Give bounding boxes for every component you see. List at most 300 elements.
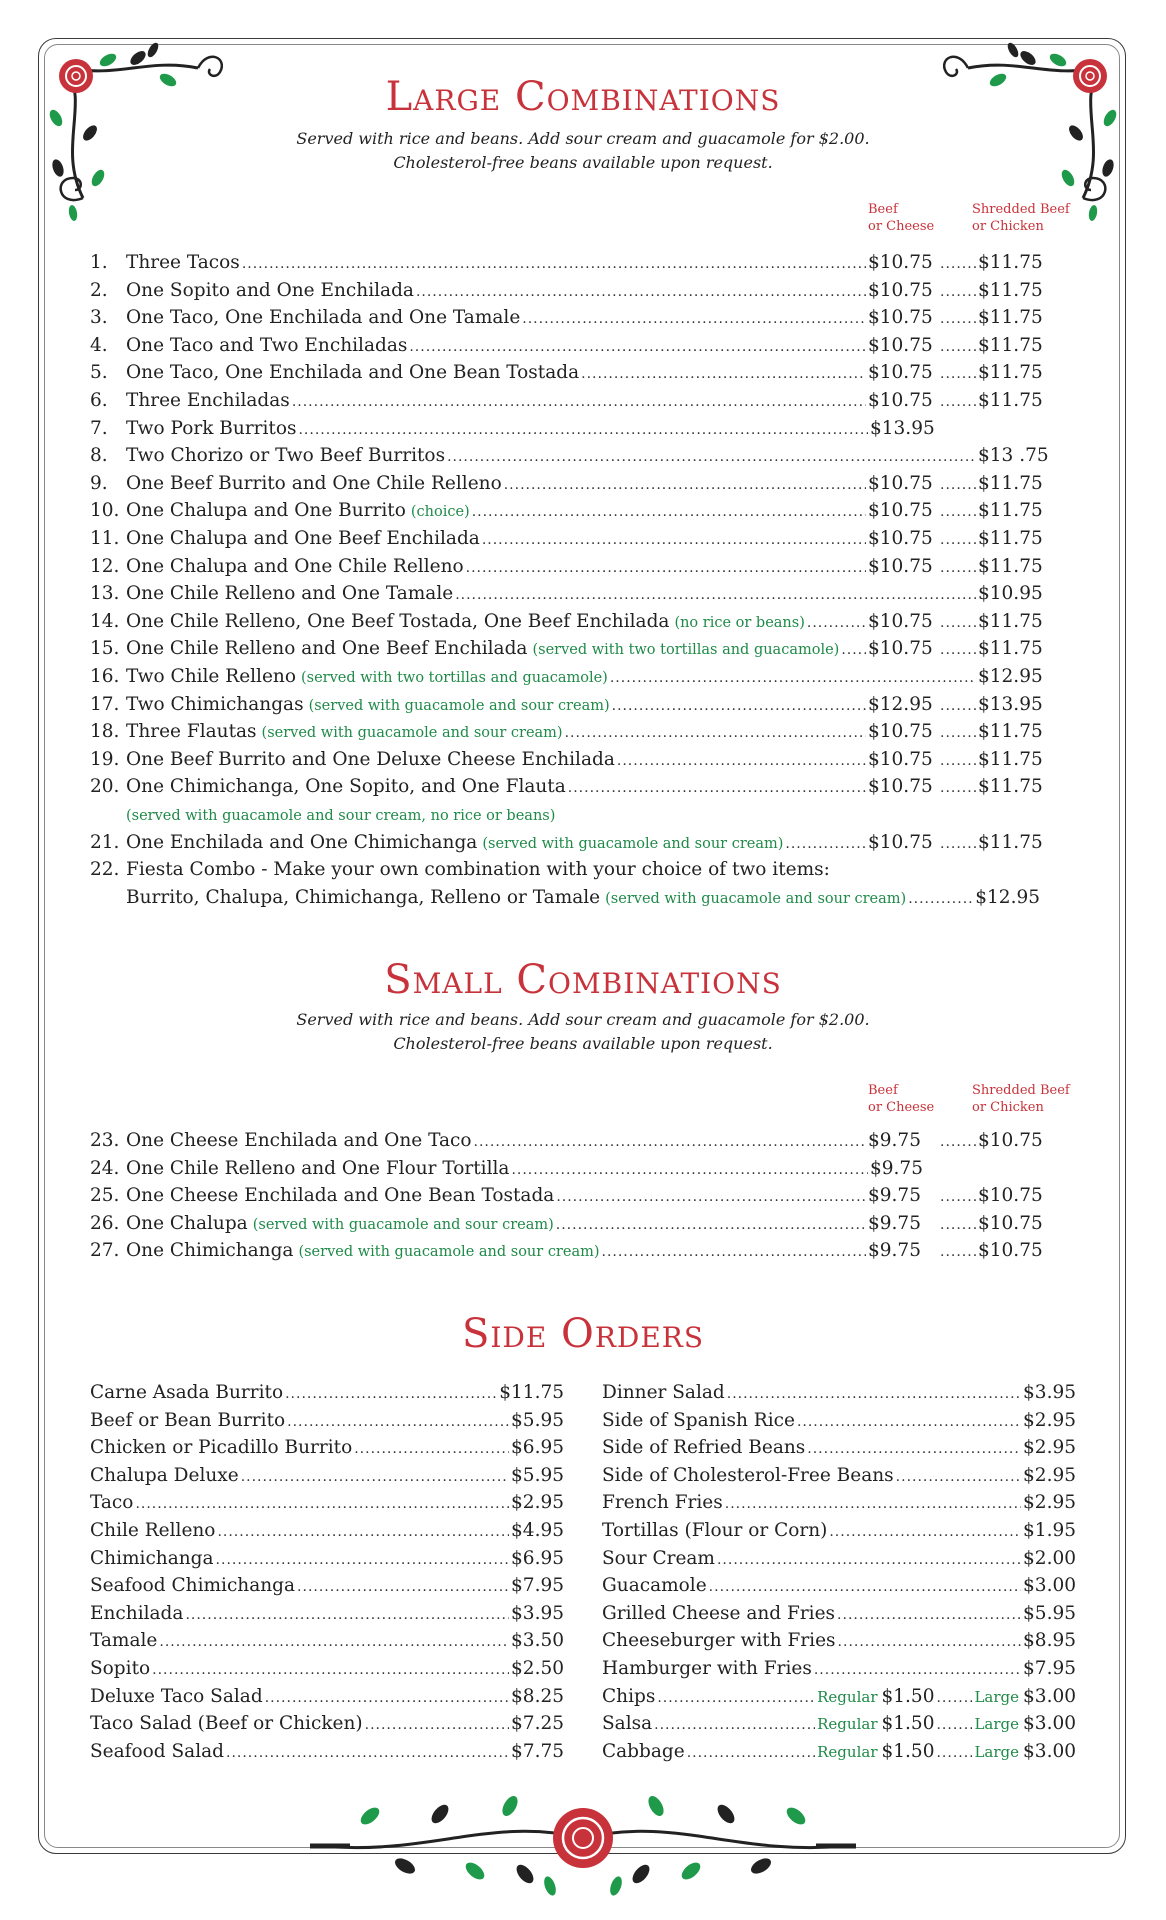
leader-dots — [556, 1212, 866, 1239]
side-item-name: Chalupa Deluxe — [90, 1464, 239, 1486]
leader-dots — [135, 1491, 509, 1518]
side-item-name: French Fries — [602, 1492, 723, 1514]
side-item-price: $6.95 — [511, 1547, 564, 1569]
side-item-name: Beef or Bean Burrito — [90, 1409, 286, 1431]
menu-item-row — [90, 608, 1043, 635]
side-item-name: Taco — [90, 1492, 134, 1514]
item-note: (served with two tortillas and guacamole) — [532, 642, 840, 659]
price-shredded-chicken: $11.75 — [978, 390, 1043, 411]
leader-dots — [727, 1381, 1021, 1408]
side-item-price: $2.95 — [511, 1492, 564, 1514]
side-item-name: Seafood Salad — [90, 1740, 224, 1762]
side-item-row — [90, 1600, 564, 1627]
leader-dots — [940, 748, 976, 775]
menu-item-row — [90, 442, 1049, 469]
leader-dots — [504, 472, 866, 499]
item-note: (served with guacamole and sour cream) — [605, 891, 907, 907]
item-name: One Taco and Two Enchiladas — [126, 334, 408, 356]
leader-dots — [241, 1464, 509, 1491]
leader-dots — [940, 555, 976, 582]
side-item-price: $2.95 — [1023, 1492, 1076, 1514]
side-item-row — [602, 1600, 1076, 1627]
leader-dots — [409, 334, 866, 361]
side-item-name: Sopito — [90, 1658, 151, 1679]
leader-dots — [936, 1740, 972, 1767]
price-shredded-chicken: $13.95 — [978, 693, 1043, 715]
rose-vine-bottom-icon — [310, 1776, 856, 1904]
side-item-price: $2.50 — [511, 1658, 564, 1679]
leader-dots — [725, 1491, 1021, 1518]
side-item-row — [90, 1710, 564, 1737]
menu-item-row — [90, 332, 1043, 359]
item-number: 26. — [90, 1212, 120, 1234]
leader-dots — [940, 361, 976, 388]
side-item-name: Chimichanga — [90, 1547, 214, 1569]
leader-dots — [657, 1685, 815, 1712]
fiesta-combo-line2 — [126, 884, 1040, 911]
leader-dots — [610, 665, 976, 692]
item-number: 14. — [90, 610, 120, 632]
large-size-label: Large — [974, 1742, 1020, 1761]
leader-dots — [896, 1464, 1021, 1491]
price-shredded-chicken: $10.75 — [978, 1240, 1043, 1262]
side-item-price: $1.95 — [1023, 1520, 1076, 1541]
side-item-name: Guacamole — [602, 1575, 707, 1597]
item-number: 3. — [90, 307, 108, 329]
leader-dots — [940, 1184, 976, 1211]
menu-item-row — [90, 525, 1043, 552]
large-size-label: Large — [974, 1715, 1020, 1734]
price-beef-cheese: $10.75 — [868, 555, 933, 577]
side-item-price: $7.75 — [511, 1740, 564, 1762]
price-beef-cheese: $9.75 — [868, 1185, 921, 1207]
menu-item-row — [90, 635, 1043, 662]
price-shredded-chicken: $11.75 — [978, 832, 1043, 853]
leader-dots — [466, 555, 866, 582]
leader-dots — [152, 1657, 509, 1684]
menu-item-row — [90, 1127, 1043, 1154]
leader-dots — [940, 720, 976, 747]
leader-dots — [159, 1629, 509, 1656]
large-subtitle-1: Served with rice and beans. Add sour cream and guacamole for $2.00. — [296, 129, 870, 148]
item-name: Two Pork Burritos — [126, 417, 297, 439]
side-item-price: $3.95 — [1023, 1382, 1076, 1403]
price-shredded-chicken: $10.95 — [978, 583, 1043, 605]
leader-dots — [936, 1712, 972, 1739]
item-name: One Chalupa and One Beef Enchilada — [126, 528, 480, 549]
menu-item-row — [90, 746, 1043, 773]
item-note: (served with guacamole and sour cream) — [298, 1244, 600, 1261]
side-item-name: Salsa — [602, 1713, 653, 1735]
leader-dots — [298, 417, 868, 444]
item-name: One Cheese Enchilada and One Taco — [126, 1130, 472, 1151]
side-item-name: Tortillas (Flour or Corn) — [602, 1520, 828, 1541]
price-shredded-chicken: $11.75 — [978, 334, 1043, 356]
col-header-line: or Chicken — [972, 1100, 1044, 1115]
side-item-row — [602, 1517, 1076, 1544]
side-item-name: Cabbage — [602, 1740, 685, 1762]
fiesta-combo-line1 — [90, 856, 1040, 883]
price-shredded-chicken: $11.75 — [978, 610, 1043, 632]
leader-dots — [940, 1212, 976, 1239]
side-item-name: Enchilada — [90, 1602, 184, 1624]
side-item-name: Cheeseburger with Fries — [602, 1630, 836, 1652]
leader-dots — [287, 1409, 509, 1436]
leader-dots — [654, 1712, 815, 1739]
side-item-row — [602, 1379, 1076, 1406]
leader-dots — [365, 1712, 509, 1739]
price-shredded-chicken: $13 .75 — [978, 445, 1049, 467]
price-shredded-chicken: $11.75 — [978, 555, 1043, 577]
price-beef-cheese: $10.75 — [868, 362, 933, 384]
leader-dots — [581, 361, 866, 388]
item-name: One Chile Relleno and One Tamale — [126, 583, 454, 605]
leader-dots — [217, 1519, 509, 1546]
side-item-name: Side of Cholesterol-Free Beans — [602, 1464, 894, 1486]
leader-dots — [814, 1657, 1021, 1684]
leader-dots — [785, 831, 866, 858]
regular-size-price: $1.50 — [881, 1740, 935, 1762]
item-name: One Chimichanga — [126, 1240, 294, 1262]
menu-item-row — [90, 497, 1043, 524]
price-beef-cheese: $10.75 — [868, 390, 933, 411]
item-name: One Sopito and One Enchilada — [126, 279, 414, 301]
side-item-name: Chips — [602, 1685, 656, 1707]
regular-size-label: Regular — [817, 1715, 878, 1734]
item-number: 11. — [90, 528, 120, 549]
small-subtitle-1: Served with rice and beans. Add sour cream and guacamole for $2.00. — [296, 1010, 870, 1029]
leader-dots — [416, 279, 866, 306]
price-shredded-chicken: $12.95 — [978, 666, 1043, 687]
price-beef-cheese: $10.75 — [868, 776, 933, 798]
side-item-name: Chile Relleno — [90, 1520, 216, 1541]
leader-dots — [482, 527, 866, 554]
price-shredded-chicken: $11.75 — [978, 279, 1043, 301]
item-number: 25. — [90, 1185, 120, 1207]
side-item-price: $5.95 — [1023, 1602, 1076, 1624]
side-item-price: $4.95 — [511, 1520, 564, 1541]
leader-dots — [216, 1547, 509, 1574]
item-name: One Beef Burrito and One Chile Relleno — [126, 472, 502, 494]
item-number: 8. — [90, 445, 108, 467]
side-item-row — [90, 1738, 564, 1765]
leader-dots — [511, 1157, 868, 1184]
side-item-name: Chicken or Picadillo Burrito — [90, 1437, 353, 1459]
item-note: (choice) — [410, 504, 470, 521]
menu-item-row — [90, 1237, 1043, 1264]
leader-dots — [829, 1519, 1021, 1546]
price-shredded-chicken: $11.75 — [978, 307, 1043, 329]
leader-dots — [522, 306, 866, 333]
leader-dots — [940, 1129, 976, 1156]
large-col-beef-header — [868, 201, 934, 235]
price-beef-cheese: $10.75 — [868, 279, 933, 301]
col-header-line: Shredded Beef — [972, 202, 1070, 217]
leader-dots — [242, 251, 866, 278]
large-size-price: $3.00 — [1023, 1685, 1076, 1707]
large-col-chicken-header — [972, 201, 1070, 235]
price-shredded-chicken: $11.75 — [978, 252, 1043, 273]
side-item-price: $7.25 — [511, 1713, 564, 1735]
price-beef-cheese: $10.75 — [868, 472, 933, 494]
leader-dots — [354, 1436, 509, 1463]
item-number: 20. — [90, 776, 120, 798]
leader-dots — [568, 775, 866, 802]
price-beef-cheese: $12.95 — [868, 693, 933, 715]
item-name: Three Enchiladas — [126, 390, 290, 411]
leader-dots — [940, 334, 976, 361]
side-item-price: $7.95 — [511, 1575, 564, 1597]
price-shredded-chicken: $11.75 — [978, 748, 1043, 770]
side-item-name: Deluxe Taco Salad — [90, 1685, 263, 1707]
item-number: 21. — [90, 832, 120, 853]
price-shredded-chicken: $11.75 — [978, 638, 1043, 660]
leader-dots — [717, 1547, 1021, 1574]
item-number: 18. — [90, 721, 120, 743]
item-name: One Enchilada and One Chimichanga — [126, 832, 478, 853]
side-item-name: Side of Spanish Rice — [602, 1409, 795, 1431]
item-name: One Beef Burrito and One Deluxe Cheese Enchilada — [126, 748, 615, 770]
regular-size-price: $1.50 — [881, 1713, 935, 1735]
side-item-row — [90, 1572, 564, 1599]
side-item-name: Hamburger with Fries — [602, 1658, 812, 1679]
menu-item-row — [90, 718, 1043, 745]
side-item-row — [90, 1545, 564, 1572]
item-number: 4. — [90, 334, 108, 356]
small-col-beef-header — [868, 1082, 934, 1116]
side-item-price: $6.95 — [511, 1437, 564, 1459]
item-note: (served with guacamole and sour cream) — [482, 836, 784, 852]
col-header-line: or Cheese — [868, 1100, 935, 1115]
item-number: 1. — [90, 252, 108, 273]
leader-dots — [285, 1381, 497, 1408]
price-beef-cheese: $9.75 — [868, 1240, 921, 1262]
leader-dots — [617, 748, 866, 775]
leader-dots — [687, 1740, 815, 1767]
side-item-price: $3.95 — [511, 1602, 564, 1624]
leader-dots — [940, 472, 976, 499]
large-size-price: $3.00 — [1023, 1740, 1076, 1762]
side-item-price: $8.95 — [1023, 1630, 1076, 1652]
small-combinations-title: Small Combinations — [384, 957, 782, 1003]
leader-dots — [936, 1685, 972, 1712]
large-combinations-title: Large Combinations — [385, 74, 781, 120]
price-beef-cheese: $10.75 — [868, 252, 933, 273]
item-name: One Chalupa and One Burrito — [126, 500, 406, 522]
item-number: 22. — [90, 859, 120, 880]
leader-dots — [447, 444, 976, 471]
item-number: 9. — [90, 472, 108, 494]
menu-item-row — [90, 304, 1043, 331]
leader-dots — [940, 1239, 976, 1266]
item-name: One Taco, One Enchilada and One Bean Tostada — [126, 362, 580, 384]
menu-item-row — [90, 829, 1043, 856]
item-name: Three Flautas — [126, 721, 257, 743]
menu-item-row — [90, 1155, 1040, 1182]
menu-item-row — [90, 773, 1043, 800]
menu-item-row — [90, 415, 1040, 442]
side-item-row — [602, 1545, 1076, 1572]
menu-item-row — [90, 580, 1043, 607]
item-number: 19. — [90, 748, 120, 770]
menu-item-row — [90, 359, 1043, 386]
menu-item-row — [90, 387, 1043, 414]
side-item-row — [90, 1407, 564, 1434]
side-item-row — [602, 1655, 1076, 1682]
side-item-row — [90, 1627, 564, 1654]
price-beef-cheese: $10.75 — [868, 500, 933, 522]
price-beef-cheese: $10.75 — [868, 721, 933, 743]
leader-dots — [940, 279, 976, 306]
menu-item-row — [90, 249, 1043, 276]
leader-dots — [940, 637, 976, 664]
price-shredded-chicken: $11.75 — [978, 776, 1043, 798]
item-name: One Chimichanga, One Sopito, and One Flauta — [126, 776, 566, 798]
side-item-row — [90, 1379, 564, 1406]
leader-dots — [474, 1129, 866, 1156]
side-item-name: Tamale — [90, 1630, 158, 1652]
price-shredded-chicken: $11.75 — [978, 472, 1043, 494]
price-shredded-chicken: $11.75 — [978, 362, 1043, 384]
price-shredded-chicken: $10.75 — [978, 1185, 1043, 1207]
leader-dots — [940, 527, 976, 554]
large-size-price: $3.00 — [1023, 1713, 1076, 1735]
side-item-name: Carne Asada Burrito — [90, 1382, 284, 1403]
side-item-name: Grilled Cheese and Fries — [602, 1602, 836, 1624]
menu-item-row — [90, 553, 1043, 580]
side-item-name: Seafood Chimichanga — [90, 1575, 296, 1597]
leader-dots — [709, 1574, 1021, 1601]
leader-dots — [602, 1239, 867, 1266]
side-item-row — [602, 1462, 1076, 1489]
side-item-row — [602, 1434, 1076, 1461]
item-number: 12. — [90, 555, 120, 577]
menu-item-row — [90, 691, 1043, 718]
leader-dots — [940, 775, 976, 802]
leader-dots — [797, 1409, 1021, 1436]
menu-item-row — [90, 663, 1043, 690]
leader-dots — [908, 886, 973, 913]
side-item-name: Side of Refried Beans — [602, 1437, 806, 1459]
price-beef-cheese: $13.95 — [870, 417, 935, 439]
item-number: 7. — [90, 417, 108, 439]
leader-dots — [940, 610, 976, 637]
side-item-name: Sour Cream — [602, 1547, 715, 1569]
item-name: Burrito, Chalupa, Chimichanga, Relleno or Tamale — [126, 887, 601, 908]
item-number: 27. — [90, 1240, 120, 1262]
price-beef-cheese: $10.75 — [868, 334, 933, 356]
menu-item-row — [90, 277, 1043, 304]
leader-dots — [841, 637, 866, 664]
col-header-line: or Chicken — [972, 219, 1044, 234]
item-note: (no rice or beans) — [674, 614, 805, 631]
menu-item-row — [90, 1210, 1043, 1237]
side-item-price: $2.95 — [1023, 1464, 1076, 1486]
small-subtitle-2: Cholesterol-free beans available upon request. — [393, 1034, 773, 1053]
side-item-price: $7.95 — [1023, 1658, 1076, 1679]
item-price: $12.95 — [975, 887, 1040, 908]
leader-dots — [807, 610, 866, 637]
item-number: 16. — [90, 666, 120, 687]
side-item-row — [90, 1462, 564, 1489]
leader-dots — [472, 499, 866, 526]
item-note: (served with two tortillas and guacamole) — [300, 670, 608, 686]
side-item-price: $5.95 — [511, 1409, 564, 1431]
price-shredded-chicken: $11.75 — [978, 500, 1043, 522]
side-item-row — [602, 1572, 1076, 1599]
item-number: 6. — [90, 390, 108, 411]
side-item-row — [90, 1489, 564, 1516]
price-beef-cheese: $9.75 — [868, 1130, 921, 1151]
col-header-line: Beef — [868, 1083, 898, 1098]
price-beef-cheese: $10.75 — [868, 638, 933, 660]
leader-dots — [297, 1574, 509, 1601]
leader-dots — [185, 1602, 509, 1629]
large-subtitle-2: Cholesterol-free beans available upon request. — [393, 153, 773, 172]
item-number: 15. — [90, 638, 120, 660]
small-col-chicken-header — [972, 1082, 1070, 1116]
leader-dots — [940, 831, 976, 858]
leader-dots — [565, 720, 866, 747]
side-item-price: $3.00 — [1023, 1575, 1076, 1597]
price-beef-cheese: $10.75 — [868, 307, 933, 329]
side-item-price: $3.50 — [511, 1630, 564, 1652]
leader-dots — [265, 1685, 509, 1712]
col-header-line: Shredded Beef — [972, 1083, 1070, 1098]
side-item-price: $2.95 — [1023, 1409, 1076, 1431]
item20-note: (served with guacamole and sour cream, no rice or beans) — [126, 808, 556, 824]
price-beef-cheese: $9.75 — [870, 1157, 923, 1179]
leader-dots — [807, 1436, 1021, 1463]
leader-dots — [292, 389, 866, 416]
item-name: One Chile Relleno and One Flour Tortilla — [126, 1157, 510, 1179]
item-number: 23. — [90, 1130, 120, 1151]
price-shredded-chicken: $11.75 — [978, 721, 1043, 743]
item-number: 5. — [90, 362, 108, 384]
side-item-row — [602, 1407, 1076, 1434]
side-item-row — [602, 1627, 1076, 1654]
leader-dots — [940, 389, 976, 416]
item-name: One Chalupa and One Chile Relleno — [126, 555, 464, 577]
regular-size-label: Regular — [817, 1687, 878, 1706]
price-beef-cheese: $10.75 — [868, 528, 933, 549]
leader-dots — [226, 1740, 509, 1767]
leader-dots — [612, 693, 866, 720]
leader-dots — [837, 1602, 1021, 1629]
col-header-line: or Cheese — [868, 219, 935, 234]
item-number: 13. — [90, 583, 120, 605]
side-item-row — [602, 1489, 1076, 1516]
side-item-row — [90, 1434, 564, 1461]
price-beef-cheese: $9.75 — [868, 1212, 921, 1234]
item-number: 24. — [90, 1157, 120, 1179]
price-beef-cheese: $10.75 — [868, 748, 933, 770]
side-item-row — [90, 1517, 564, 1544]
side-item-row — [602, 1710, 1076, 1737]
side-item-row — [602, 1683, 1076, 1710]
side-item-row — [602, 1738, 1076, 1765]
item-name: Fiesta Combo - Make your own combination with your choice of two items: — [126, 859, 830, 880]
leader-dots — [940, 693, 976, 720]
price-shredded-chicken: $10.75 — [978, 1212, 1043, 1234]
side-item-price: $5.95 — [511, 1464, 564, 1486]
item-name: One Chalupa — [126, 1212, 248, 1234]
item-note: (served with guacamole and sour cream) — [308, 697, 610, 714]
item-note: (served with guacamole and sour cream) — [261, 725, 563, 742]
leader-dots — [940, 499, 976, 526]
item-name: One Taco, One Enchilada and One Tamale — [126, 307, 521, 329]
side-item-price: $11.75 — [499, 1382, 564, 1403]
